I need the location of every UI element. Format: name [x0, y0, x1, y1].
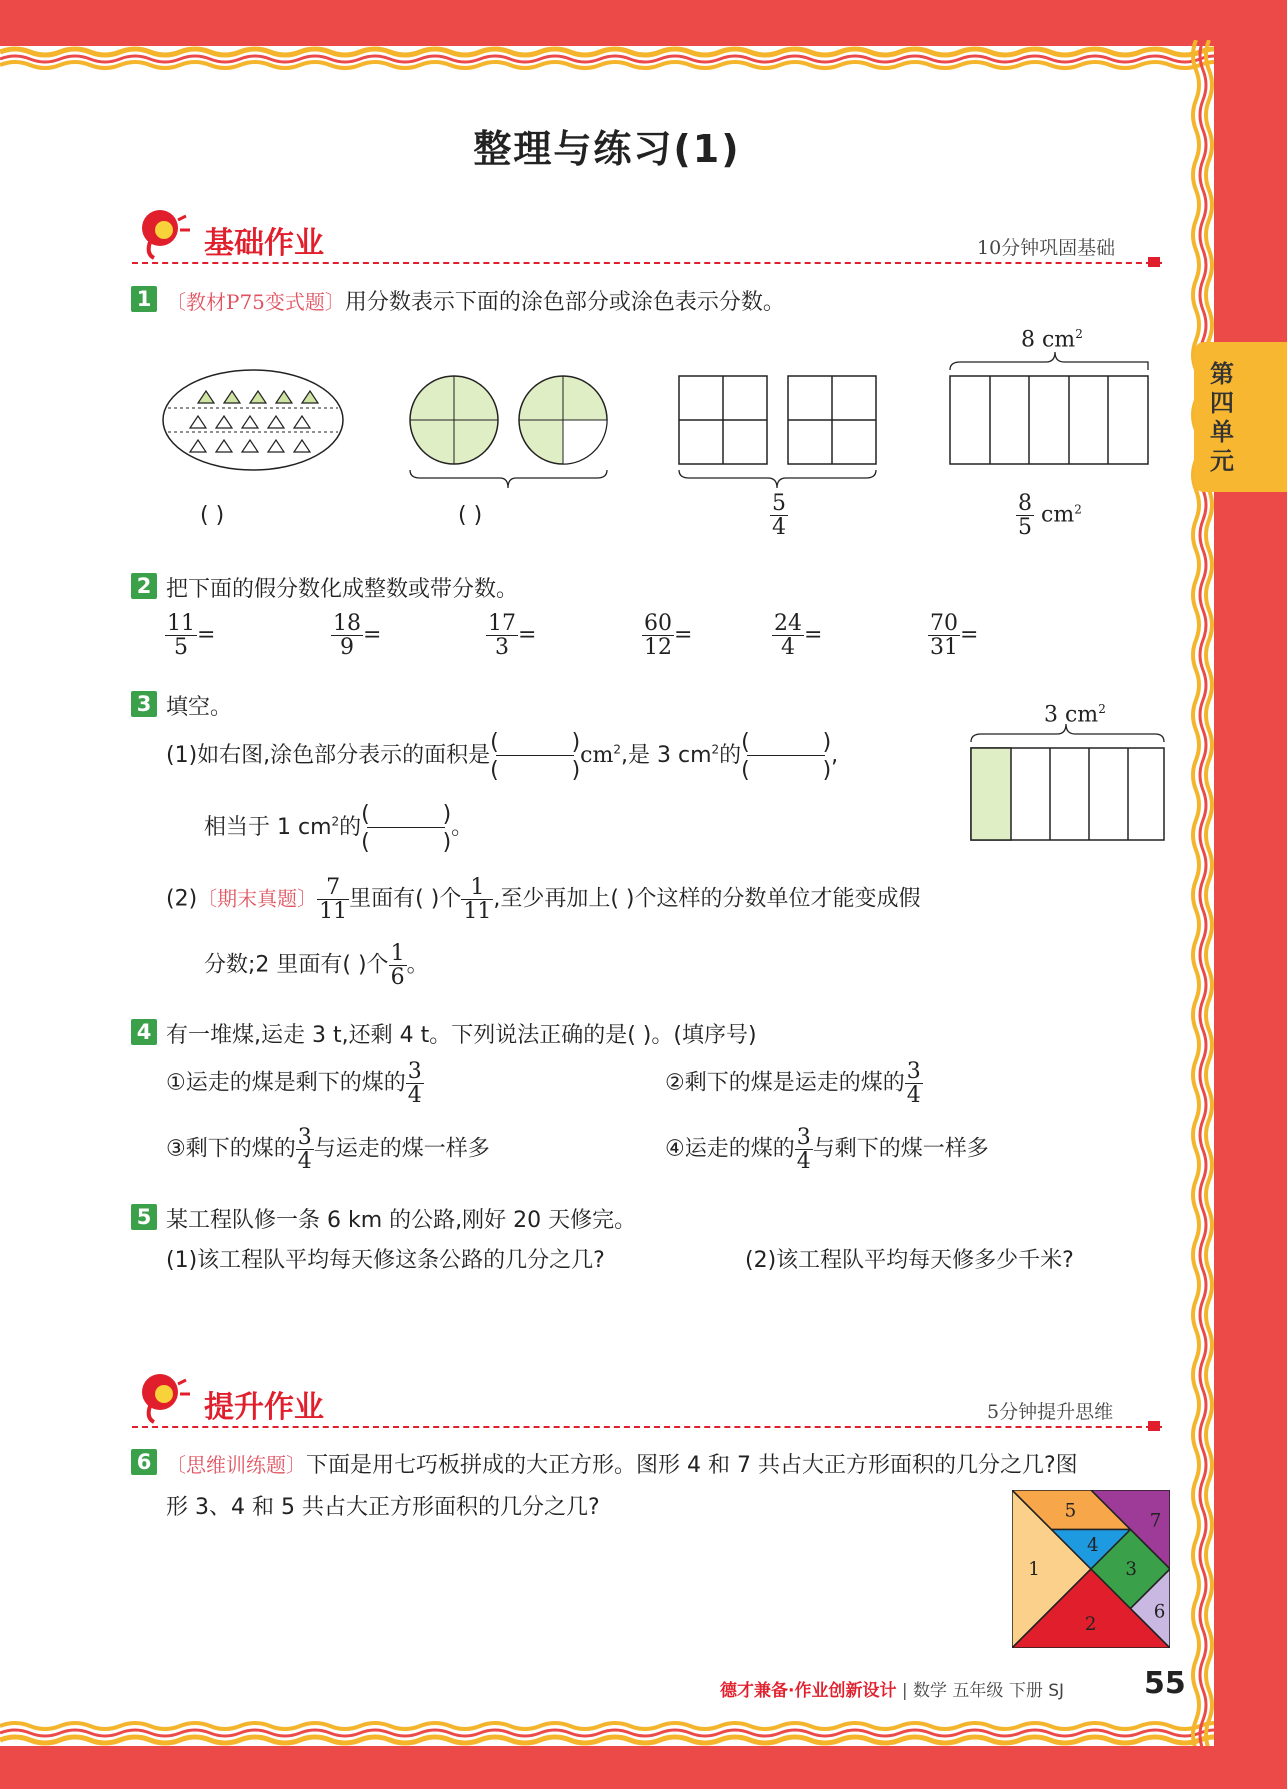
section-advanced-time: 5分钟提升思维 — [987, 1401, 1114, 1423]
q3-part1-line1: (1)如右图,涂色部分表示的面积是 ( ) ( ) $cm^2$,是 3 $cm^2$的 ( ) ( ) , — [166, 730, 839, 783]
footer: 德才兼备·作业创新设计 | 数学 五年级 下册 SJ — [720, 1681, 1065, 1701]
q3-text: 填空。 — [166, 695, 233, 720]
q4-option-2[interactable]: ②剩下的煤是运走的煤的 $\frac{3}{4}$ — [665, 1059, 921, 1109]
q6-text-line1: 〔思维训练题〕下面是用七巧板拼成的大正方形。图形 4 和 7 共占大正方形面积的几分之几?图 — [166, 1453, 1078, 1478]
q5-text: 某工程队修一条 6 km 的公路,刚好 20 天修完。 — [166, 1208, 637, 1233]
unit-side-tab — [1194, 342, 1287, 492]
q3-blank-frac-of-1[interactable]: ( ) ( ) — [361, 802, 452, 855]
q3-figure-label: 3 $cm^2$ — [1044, 702, 1106, 728]
q1-number: 1 — [131, 286, 157, 312]
q3-blank-frac-area[interactable]: ( ) ( ) — [490, 730, 581, 783]
q1-rect-top-label: 8 $cm^2$ — [1021, 327, 1083, 353]
tangram-label-3: 3 — [1125, 1559, 1138, 1581]
tangram-label-6: 6 — [1153, 1601, 1166, 1623]
q1-fraction-8-5-cm: $\frac{8}{5}$ $cm^2$ — [1018, 491, 1082, 541]
q1-squares-figure — [679, 376, 876, 488]
q2-item-2: $\frac{18}{9}$ = — [333, 611, 382, 661]
section-basic-time: 10分钟巩固基础 — [977, 237, 1116, 259]
q3-part2-line1: (2)〔期末真题〕 $\frac{7}{11}$ 里面有( )个 $\frac{1}{11}$ ,至少再加上( )个这样的分数单位才能变成假 — [166, 875, 921, 925]
tangram-label-5: 5 — [1064, 1500, 1077, 1522]
footer-brand: 德才兼备·作业创新设计 — [720, 1681, 897, 1701]
q1-figures — [160, 340, 1160, 550]
q2-item-5: $\frac{24}{4}$ = — [774, 611, 823, 661]
q3-part1-line2: 相当于 1 $cm^2$的 ( ) ( ) 。 — [204, 802, 474, 855]
section-basic-title: 基础作业 — [204, 226, 324, 261]
q6-text-line2: 形 3、4 和 5 共占大正方形面积的几分之几? — [166, 1495, 600, 1520]
q2-item-4: $\frac{60}{12}$ = — [644, 611, 693, 661]
tangram-figure — [1012, 1490, 1170, 1648]
tangram-label-2: 2 — [1084, 1613, 1097, 1635]
lightbulb-mascot-icon — [132, 206, 192, 262]
q5-sub-2: (2)该工程队平均每天修多少千米? — [745, 1248, 1074, 1273]
q4-option-3[interactable]: ③剩下的煤的 $\frac{3}{4}$ 与运走的煤一样多 — [166, 1125, 490, 1175]
bottom-wavy-border — [0, 1716, 1214, 1746]
right-wavy-border — [1188, 40, 1214, 1746]
q1-text: 用分数表示下面的涂色部分或涂色表示分数。 — [344, 290, 785, 315]
tangram-label-4: 4 — [1086, 1534, 1099, 1556]
q2-number: 2 — [131, 573, 157, 599]
q2-item-1: $\frac{11}{5}$ = — [167, 611, 216, 661]
q5-sub-1: (1)该工程队平均每天修这条公路的几分之几? — [166, 1248, 605, 1273]
q4-option-1[interactable]: ①运走的煤是剩下的煤的 $\frac{3}{4}$ — [166, 1059, 422, 1109]
top-wavy-border — [0, 46, 1214, 76]
q4-number: 4 — [131, 1019, 157, 1045]
lightbulb-mascot-icon — [132, 1370, 192, 1426]
q2-item-3: $\frac{17}{3}$ = — [488, 611, 537, 661]
unit-side-tab-label: 第四单元 — [1210, 360, 1234, 475]
q6-number: 6 — [131, 1449, 157, 1475]
divider-end-mark — [1148, 257, 1160, 267]
q1-fraction-5-4: $\frac{5}{4}$ — [772, 491, 786, 541]
q1-circles-figure — [410, 376, 607, 488]
q1-tag: 〔教材P75变式题〕 — [166, 290, 345, 314]
page-number: 55 — [1144, 1666, 1186, 1701]
q4-option-4[interactable]: ④运走的煤的 $\frac{3}{4}$ 与剩下的煤一样多 — [665, 1125, 989, 1175]
q1-answer-blank-2[interactable]: ( ) — [458, 503, 483, 528]
page-title: 整理与练习(1) — [473, 127, 741, 171]
tangram-label-1: 1 — [1028, 1559, 1040, 1581]
section-advanced-divider — [132, 1426, 1162, 1428]
divider-end-mark — [1148, 1421, 1160, 1431]
q3-part2-line2: 分数;2 里面有( )个 $\frac{1}{6}$ 。 — [204, 941, 429, 991]
q3-number: 3 — [131, 691, 157, 717]
q4-text: 有一堆煤,运走 3 t,还剩 4 t。下列说法正确的是( )。(填序号) — [166, 1023, 757, 1048]
q2-fraction-row — [165, 612, 1065, 672]
section-advanced-title: 提升作业 — [204, 1390, 324, 1425]
q1-rectangle-figure — [950, 352, 1148, 464]
q5-number: 5 — [131, 1204, 157, 1230]
q1-ellipse-figure — [163, 370, 343, 470]
q1-answer-blank-1[interactable]: ( ) — [200, 503, 225, 528]
q3-blank-frac-of-3[interactable]: ( ) ( ) — [741, 730, 832, 783]
footer-info: 数学 五年级 下册 SJ — [913, 1681, 1065, 1701]
tangram-label-7: 7 — [1149, 1510, 1162, 1532]
section-basic-divider — [132, 262, 1162, 264]
q2-text: 把下面的假分数化成整数或带分数。 — [166, 577, 519, 602]
q3-rectangle-figure — [965, 720, 1170, 845]
q2-item-6: $\frac{70}{31}$ = — [930, 611, 979, 661]
